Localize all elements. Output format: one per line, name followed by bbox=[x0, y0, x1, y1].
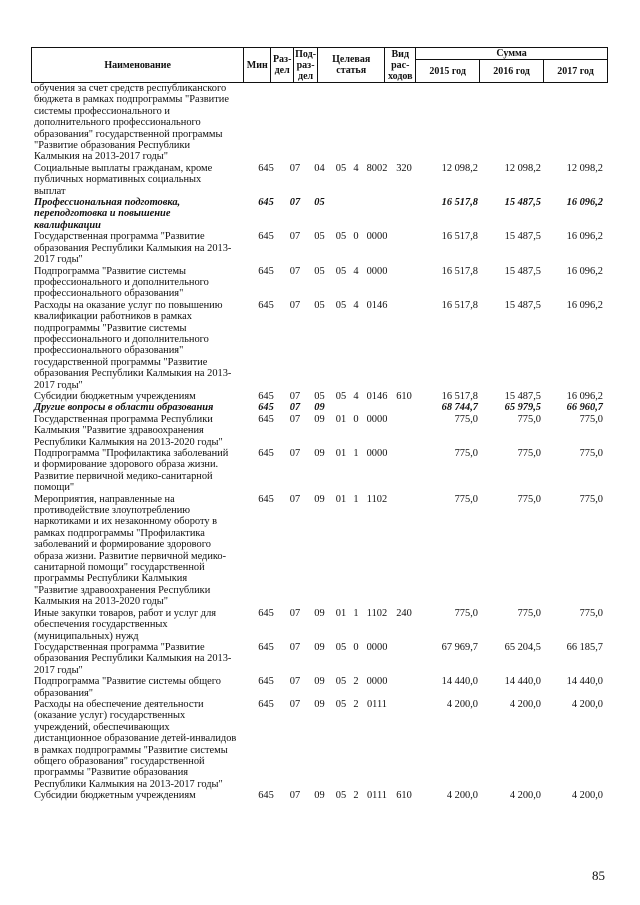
cell-target-2: 2 bbox=[353, 698, 359, 710]
cell-target-3: 1102 bbox=[366, 607, 388, 619]
table-row bbox=[31, 642, 611, 676]
cell-podrazdel: 05 bbox=[314, 299, 325, 311]
row-name: обучения за счет средств республиканского бюджета в рамках подпрограммы "Развитие системы профессионального и дополнительного профессионального образования" государственной программы "Развитие образования Республики Калмыкия на 2013-2017 годы" bbox=[34, 83, 229, 163]
row-name: Государственная программа "Развитие образования Республики Калмыкия на 2013- 2017 годы" bbox=[34, 641, 232, 676]
cell-2015: 4 200,0 bbox=[446, 790, 478, 802]
cell-2016: 65 204,5 bbox=[504, 641, 541, 653]
table-row bbox=[31, 608, 611, 642]
table-header bbox=[31, 47, 608, 83]
cell-target-1: 05 bbox=[335, 698, 347, 710]
cell-podrazdel: 09 bbox=[314, 607, 325, 619]
cell-razdel: 07 bbox=[289, 390, 301, 402]
cell-2016: 15 487,5 bbox=[504, 197, 541, 209]
cell-2015: 68 744,7 bbox=[441, 402, 478, 414]
cell-target-1: 05 bbox=[335, 790, 347, 802]
cell-target-2: 0 bbox=[353, 413, 359, 425]
cell-min: 645 bbox=[258, 607, 274, 619]
cell-2016: 15 487,5 bbox=[504, 390, 541, 402]
cell-min: 645 bbox=[258, 402, 274, 414]
cell-podrazdel: 09 bbox=[314, 413, 325, 425]
header-podrazdel: Под- раз- дел bbox=[295, 48, 317, 82]
cell-target-3: 0111 bbox=[366, 790, 387, 802]
cell-target-2: 1 bbox=[353, 493, 359, 505]
cell-2017: 66 185,7 bbox=[566, 641, 603, 653]
cell-target-3: 0000 bbox=[366, 676, 388, 688]
table-row bbox=[31, 197, 611, 231]
cell-2017: 16 096,2 bbox=[566, 231, 603, 243]
table-row bbox=[31, 391, 611, 402]
table-body bbox=[31, 83, 611, 802]
row-name: Расходы на обеспечение деятельности (оказание услуг) государственных учреждений, обеспечивающих дистанционное образование детей-инвалидов в рамках подпрограммы "Развитие системы общего образования" государственной программы "Развитие образования Республики Калмыкия на 2013-2017 годы" bbox=[34, 698, 237, 790]
cell-2017: 16 096,2 bbox=[566, 390, 603, 402]
cell-target-1: 05 bbox=[335, 676, 347, 688]
cell-2017: 16 096,2 bbox=[566, 197, 603, 209]
cell-razdel: 07 bbox=[289, 197, 301, 209]
row-name: Подпрограмма "Развитие системы профессионального и дополнительного профессионального образования" bbox=[34, 265, 209, 300]
header-target: Целевая статья bbox=[318, 48, 385, 83]
cell-target-3: 0000 bbox=[366, 641, 388, 653]
cell-target-1: 01 bbox=[335, 413, 347, 425]
cell-2015: 16 517,8 bbox=[441, 231, 478, 243]
cell-2015: 16 517,8 bbox=[441, 197, 478, 209]
cell-razdel: 07 bbox=[289, 607, 301, 619]
cell-target-3: 0000 bbox=[366, 448, 388, 459]
cell-target-3: 0146 bbox=[366, 299, 388, 311]
cell-target-1: 01 bbox=[335, 607, 347, 619]
cell-2016: 775,0 bbox=[517, 413, 541, 425]
cell-target-3: 1102 bbox=[366, 493, 388, 505]
cell-vid: 610 bbox=[396, 390, 412, 402]
cell-target-3: 8002 bbox=[366, 162, 388, 174]
header-2015: 2015 год bbox=[416, 60, 480, 83]
cell-2017: 16 096,2 bbox=[566, 265, 603, 277]
cell-2015: 775,0 bbox=[454, 607, 478, 619]
row-name: Подпрограмма "Профилактика заболеваний и формирование здорового образа жизни. Развитие первичной медико-санитарной помощи" bbox=[34, 448, 229, 494]
header-vid: Вид рас- ходов bbox=[385, 48, 416, 83]
cell-2016: 15 487,5 bbox=[504, 299, 541, 311]
cell-razdel: 07 bbox=[289, 493, 301, 505]
cell-min: 645 bbox=[258, 265, 274, 277]
cell-vid: 240 bbox=[396, 607, 412, 619]
cell-2016: 4 200,0 bbox=[509, 790, 541, 802]
cell-2015: 67 969,7 bbox=[441, 641, 478, 653]
cell-target-2: 4 bbox=[353, 265, 359, 277]
cell-2017: 14 440,0 bbox=[566, 676, 603, 688]
cell-target-1: 01 bbox=[335, 493, 347, 505]
cell-target-1: 05 bbox=[335, 299, 347, 311]
cell-podrazdel: 09 bbox=[314, 790, 325, 802]
table-row bbox=[31, 494, 611, 608]
cell-min: 645 bbox=[258, 231, 274, 243]
cell-2015: 12 098,2 bbox=[441, 162, 478, 174]
cell-min: 645 bbox=[258, 413, 274, 425]
cell-target-3: 0000 bbox=[366, 231, 388, 243]
header-min: Мин bbox=[244, 48, 271, 83]
cell-razdel: 07 bbox=[289, 790, 301, 802]
cell-2016: 4 200,0 bbox=[509, 698, 541, 710]
cell-podrazdel: 05 bbox=[314, 197, 325, 209]
cell-target-2: 0 bbox=[353, 231, 359, 243]
cell-min: 645 bbox=[258, 493, 274, 505]
cell-podrazdel: 04 bbox=[314, 162, 325, 174]
cell-min: 645 bbox=[258, 197, 274, 209]
row-name: Социальные выплаты гражданам, кроме публичных нормативных социальных выплат bbox=[34, 162, 213, 197]
cell-target-2: 0 bbox=[353, 641, 359, 653]
table-row bbox=[31, 448, 611, 494]
cell-razdel: 07 bbox=[289, 698, 301, 710]
cell-min: 645 bbox=[258, 162, 274, 174]
cell-podrazdel: 09 bbox=[314, 641, 325, 653]
cell-min: 645 bbox=[258, 698, 274, 710]
cell-2015: 16 517,8 bbox=[441, 265, 478, 277]
header-2016: 2016 год bbox=[480, 60, 544, 83]
cell-2017: 66 960,7 bbox=[566, 402, 603, 414]
cell-podrazdel: 05 bbox=[314, 390, 325, 402]
cell-2015: 16 517,8 bbox=[441, 299, 478, 311]
cell-2017: 775,0 bbox=[579, 493, 603, 505]
cell-2017: 775,0 bbox=[579, 607, 603, 619]
table-row bbox=[31, 231, 611, 265]
cell-razdel: 07 bbox=[289, 299, 301, 311]
table-row bbox=[31, 300, 611, 391]
row-name: Профессиональная подготовка, переподготовка и повышение квалификации bbox=[34, 197, 181, 231]
cell-2017: 775,0 bbox=[579, 448, 603, 459]
cell-2017: 775,0 bbox=[579, 413, 603, 425]
row-name: Субсидии бюджетным учреждениям bbox=[34, 790, 196, 802]
cell-min: 645 bbox=[258, 299, 274, 311]
cell-target-1: 05 bbox=[335, 265, 347, 277]
cell-podrazdel: 09 bbox=[314, 676, 325, 688]
header-2017: 2017 год bbox=[544, 60, 608, 83]
cell-target-1: 05 bbox=[335, 641, 347, 653]
cell-target-2: 4 bbox=[353, 299, 359, 311]
header-razdel: Раз- дел bbox=[271, 48, 294, 83]
table-row bbox=[31, 699, 611, 790]
cell-razdel: 07 bbox=[289, 641, 301, 653]
cell-target-3: 0146 bbox=[366, 390, 388, 402]
cell-2015: 775,0 bbox=[454, 448, 478, 459]
cell-razdel: 07 bbox=[289, 231, 301, 243]
cell-vid: 610 bbox=[396, 790, 412, 802]
cell-2017: 4 200,0 bbox=[571, 698, 603, 710]
cell-2015: 4 200,0 bbox=[446, 698, 478, 710]
row-name: Субсидии бюджетным учреждениям bbox=[34, 390, 196, 402]
cell-target-1: 05 bbox=[335, 162, 347, 174]
cell-2015: 775,0 bbox=[454, 413, 478, 425]
cell-2016: 775,0 bbox=[517, 448, 541, 459]
cell-min: 645 bbox=[258, 790, 274, 802]
cell-target-3: 0111 bbox=[366, 698, 387, 710]
cell-podrazdel: 09 bbox=[314, 493, 325, 505]
row-name: Государственная программа Республики Калмыкия "Развитие здравоохранения Республики Калмыкия на 2013-2020 годы" bbox=[34, 413, 223, 448]
row-name: Расходы на оказание услуг по повышению квалификации работников в рамках подпрограммы "Развитие системы профессионального и дополнительного профессионального образования" государственной программы "Развитие образования Республики Калмыкия на 2013- 2017 годы" bbox=[34, 299, 232, 391]
row-name: Подпрограмма "Развитие системы общего образования" bbox=[34, 676, 221, 699]
cell-min: 645 bbox=[258, 676, 274, 688]
cell-podrazdel: 09 bbox=[314, 402, 325, 414]
cell-razdel: 07 bbox=[289, 162, 301, 174]
cell-2015: 16 517,8 bbox=[441, 390, 478, 402]
cell-min: 645 bbox=[258, 641, 274, 653]
cell-min: 645 bbox=[258, 390, 274, 402]
cell-target-2: 4 bbox=[353, 390, 359, 402]
cell-target-3: 0000 bbox=[366, 413, 388, 425]
cell-2016: 12 098,2 bbox=[504, 162, 541, 174]
cell-2017: 16 096,2 bbox=[566, 299, 603, 311]
cell-razdel: 07 bbox=[289, 413, 301, 425]
cell-2016: 14 440,0 bbox=[504, 676, 541, 688]
cell-podrazdel: 09 bbox=[314, 448, 325, 459]
cell-2017: 4 200,0 bbox=[571, 790, 603, 802]
table-row bbox=[31, 790, 611, 801]
row-name: Другие вопросы в области образования bbox=[34, 402, 214, 414]
cell-target-2: 4 bbox=[353, 162, 359, 174]
cell-target-1: 01 bbox=[335, 448, 347, 459]
cell-podrazdel: 05 bbox=[314, 265, 325, 277]
cell-vid: 320 bbox=[396, 162, 412, 174]
cell-2015: 14 440,0 bbox=[441, 676, 478, 688]
cell-razdel: 07 bbox=[289, 402, 301, 414]
cell-2016: 65 979,5 bbox=[504, 402, 541, 414]
cell-target-1: 05 bbox=[335, 390, 347, 402]
cell-min: 645 bbox=[258, 448, 274, 459]
cell-2015: 775,0 bbox=[454, 493, 478, 505]
cell-razdel: 07 bbox=[289, 448, 301, 459]
cell-target-2: 2 bbox=[353, 676, 359, 688]
cell-razdel: 07 bbox=[289, 676, 301, 688]
cell-target-2: 1 bbox=[353, 607, 359, 619]
table-row bbox=[31, 83, 611, 163]
cell-target-3: 0000 bbox=[366, 265, 388, 277]
cell-2017: 12 098,2 bbox=[566, 162, 603, 174]
table-row bbox=[31, 676, 611, 699]
cell-target-1: 05 bbox=[335, 231, 347, 243]
cell-podrazdel: 09 bbox=[314, 698, 325, 710]
table-row bbox=[31, 163, 611, 197]
page-number: 85 bbox=[592, 868, 605, 883]
row-name: Иные закупки товаров, работ и услуг для обеспечения государственных (муниципальных) нужд bbox=[34, 607, 217, 642]
row-name: Мероприятия, направленные на противодействие злоупотреблению наркотиками и их незаконному обороту в рамках подпрограммы "Профилактика заболеваний и формирование здорового образа жизни. Развитие первичной медико- санитарной помощи" государственной программы Республики Калмыкия "Развитие здравоохранения Республики Калмыкия на 2013-2020 годы" bbox=[34, 493, 227, 608]
table-row bbox=[31, 402, 611, 413]
cell-2016: 15 487,5 bbox=[504, 265, 541, 277]
cell-podrazdel: 05 bbox=[314, 231, 325, 243]
row-name: Государственная программа "Развитие образования Республики Калмыкия на 2013- 2017 годы" bbox=[34, 231, 232, 266]
header-name: Наименование bbox=[32, 48, 244, 83]
table-row bbox=[31, 414, 611, 448]
cell-2016: 775,0 bbox=[517, 493, 541, 505]
cell-target-2: 2 bbox=[353, 790, 359, 802]
cell-2016: 775,0 bbox=[517, 607, 541, 619]
cell-2016: 15 487,5 bbox=[504, 231, 541, 243]
cell-target-2: 1 bbox=[353, 448, 359, 459]
cell-razdel: 07 bbox=[289, 265, 301, 277]
header-summa: Сумма bbox=[416, 48, 608, 60]
table-row bbox=[31, 266, 611, 300]
